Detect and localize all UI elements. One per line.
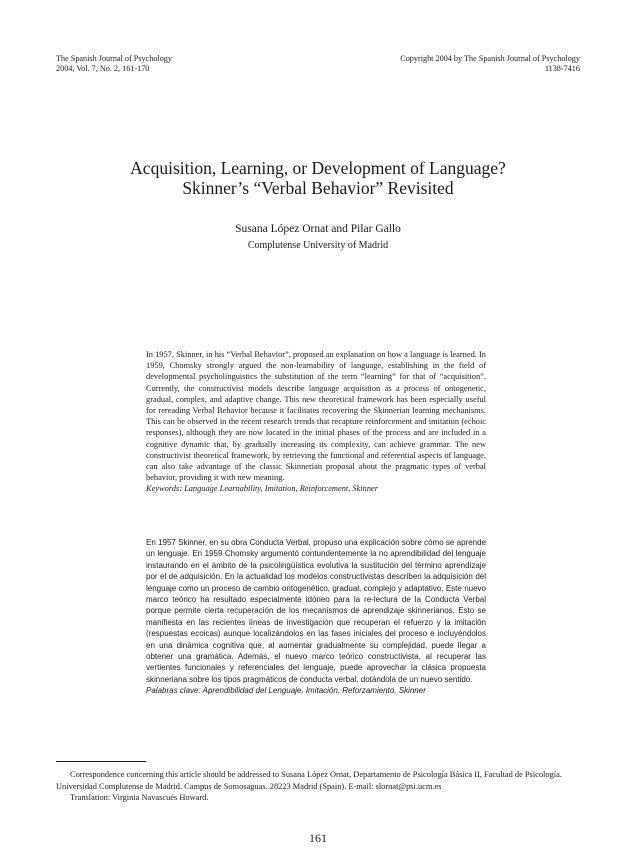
article-title — [0, 158, 636, 198]
abstract-spanish — [146, 537, 486, 697]
volume-info: 2004, Vol. 7, No. 2, 161-170 — [56, 64, 150, 73]
abstract-english-body: In 1957, Skinner, in his “Verbal Behavior”, proposed an explanation on how a language is learned. In 1959, Chomsky strongly argued the non-learnability of language, establishing in the field of developmental psycholinguistics the substitution of the term “learning” for that of “acquisition”. Currently, the constructivist models describe language acquisition as a process of ontogenetic, gradual, complex, and adaptive change. This new theoretical framework has been especially useful for rereading Verbal Behavior because it facilitates recovering the Skinnerian learning mechanisms. This can be observed in the recent research trends that recapture reinforcement and imitation (echoic responses), although they are now located in the initial phases of the process and are included in a cognitive dynamic that, by gradually increasing its complexity, can achieve grammar. The new constructivist theoretical framework, by retrieving the functional and referential aspects of language, can also take advantage of the classic Skinnerian proposal about the pragmatic types of verbal behavior, providing it with new meaning. — [146, 350, 486, 483]
running-header-right — [400, 54, 580, 74]
abstract-spanish-body: En 1957 Skinner, en su obra Conducta Verbal, propuso una explicación sobre cómo se aprende un lenguaje. En 1959 Chomsky argumentó contundentemente la no aprendibilidad del lenguaje instaurando en el ámbito de la psicolingüística evolutiva la sustitución del término aprendizaje por el de adquisición. En la actualidad los modelos constructivistas describen la adquisición del lenguaje como un proceso de cambio ontogenético, gradual, complejo y adaptativo. Este nuevo marco teórico ha resultado especialmente idóneo para la re-lectura de la Conducta Verbal porque permite cierta recuperación de los mecanismos de aprendizaje skinnerianos. Esto se manifiesta en las recientes líneas de investigación que recuperan el refuerzo y la imitación (respuestas ecoicas) aunque localizándolos en las fases iniciales del proceso e incluyéndolos en una dinámica cognitiva que, al aumentar gradualmente su complejidad, puede llegar a obtener una gramática. Además, el nuevo marco teórico constructivista, al recuperar las vertientes funcionales y referenciales del lenguaje, puede aprovechar la clásica propuesta skinneriana sobre los tipos pragmáticos de conducta verbal, dotándola de un nuevo sentido. — [146, 538, 486, 684]
journal-name: The Spanish Journal of Psychology — [56, 54, 172, 63]
keywords-english: Keywords: Language Learnability, Imitation, Reinforcement, Skinner — [146, 484, 378, 494]
issn: 1138-7416 — [544, 64, 580, 73]
page-number: 161 — [309, 831, 327, 845]
authors: Susana López Ornat and Pilar Gallo — [235, 223, 401, 235]
keywords-spanish: Palabras clave: Aprendibilidad del Lenguaje, Imitación, Reforzamiento, Skinner — [146, 686, 426, 696]
affiliation: Complutense University of Madrid — [247, 240, 389, 251]
footnote-rule — [56, 761, 146, 762]
running-header-left — [56, 54, 172, 74]
abstract-english — [146, 349, 486, 495]
footnote — [56, 769, 580, 804]
translation-note: Translation: Virginia Navascués Howard. — [70, 793, 209, 802]
copyright-line: Copyright 2004 by The Spanish Journal of Psychology — [400, 54, 580, 63]
title-line-2: Skinner’s “Verbal Behavior” Revisited — [182, 178, 454, 198]
title-line-1: Acquisition, Learning, or Development of Language? — [130, 158, 506, 178]
correspondence-note: Correspondence concerning this article should be addressed to Susana López Ornat, Departamento de Psicología Básica II, Facultad de Psicología. Universidad Complutense de Madrid. Campus de Somosaguas. 28223 Madrid (Spain). E-mail: slornat@psi.ucm.es — [56, 770, 562, 791]
